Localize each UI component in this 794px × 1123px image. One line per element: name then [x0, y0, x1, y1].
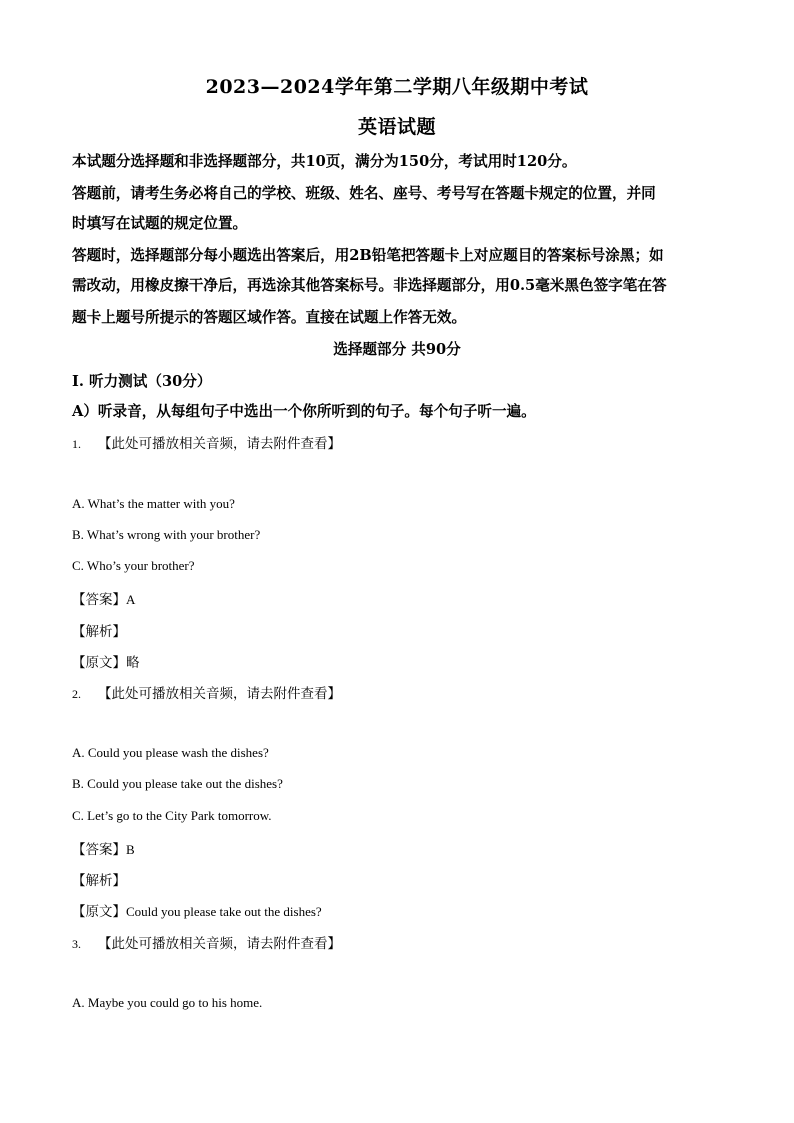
audio-placeholder: 【此处可播放相关音频，请去附件查看】 — [98, 686, 341, 702]
original-text: Could you please take out the dishes? — [126, 904, 322, 919]
original-text: 略 — [126, 655, 140, 671]
analysis-tag: 【解析】 — [72, 624, 126, 640]
question-number: 3. — [72, 937, 81, 951]
q2-option-b: B. Could you please take out the dishes? — [72, 776, 283, 791]
analysis-tag: 【解析】 — [72, 873, 126, 889]
instruction-line-3b: 需改动，用橡皮擦干净后，再选涂其他答案标号。非选择题部分，用0.5毫米黑色签字笔在答 — [72, 277, 667, 294]
question-number: 1. — [72, 437, 81, 451]
exam-subtitle: 英语试题 — [357, 116, 436, 138]
answer-tag: 【答案】 — [72, 592, 126, 608]
q3-option-a: A. Maybe you could go to his home. — [72, 995, 263, 1010]
answer-value: A — [126, 592, 136, 607]
exam-title: 2023—2024学年第二学期八年级期中考试 — [205, 76, 589, 98]
original-tag: 【原文】 — [72, 655, 126, 671]
answer-tag: 【答案】 — [72, 842, 126, 858]
q1-analysis — [72, 620, 724, 640]
original-tag: 【原文】 — [72, 904, 126, 920]
instruction-line-2b: 时填写在试题的规定位置。 — [72, 215, 248, 232]
answer-value: B — [126, 842, 135, 857]
question-number: 2. — [72, 687, 81, 701]
question-3-audio — [72, 932, 724, 952]
sub-instruction-a: A）听录音，从每组句子中选出一个你所听到的句子。每个句子听一遍。 — [72, 403, 536, 420]
q1-original — [72, 651, 724, 671]
q2-option-c: C. Let’s go to the City Park tomorrow. — [72, 808, 272, 823]
question-2-audio — [72, 682, 724, 702]
q2-answer — [72, 838, 724, 858]
instruction-line-2a: 答题前，请考生务必将自己的学校、班级、姓名、座号、考号写在答题卡规定的位置，并同 — [72, 185, 656, 202]
q1-answer — [72, 588, 724, 608]
question-1-audio — [72, 432, 724, 452]
q1-option-b: B. What’s wrong with your brother? — [72, 527, 261, 542]
part-title: Ⅰ. 听力测试（30分） — [72, 373, 212, 390]
q2-option-a: A. Could you please wash the dishes? — [72, 745, 269, 760]
q2-analysis — [72, 869, 724, 889]
audio-placeholder: 【此处可播放相关音频，请去附件查看】 — [98, 936, 341, 952]
instruction-line-3c: 题卡上题号所提示的答题区域作答。直接在试题上作答无效。 — [72, 309, 467, 326]
instruction-line-1: 本试题分选择题和非选择题部分，共10页，满分为150分，考试用时120分。 — [72, 153, 577, 170]
section-heading: 选择题部分 共90分 — [333, 341, 461, 358]
instruction-line-3a: 答题时，选择题部分每小题选出答案后，用2B铅笔把答题卡上对应题目的答案标号涂黑；如 — [72, 247, 664, 264]
q1-option-a: A. What’s the matter with you? — [72, 496, 235, 511]
q1-option-c: C. Who’s your brother? — [72, 558, 195, 573]
audio-placeholder: 【此处可播放相关音频，请去附件查看】 — [98, 436, 341, 452]
q2-original — [72, 900, 724, 920]
